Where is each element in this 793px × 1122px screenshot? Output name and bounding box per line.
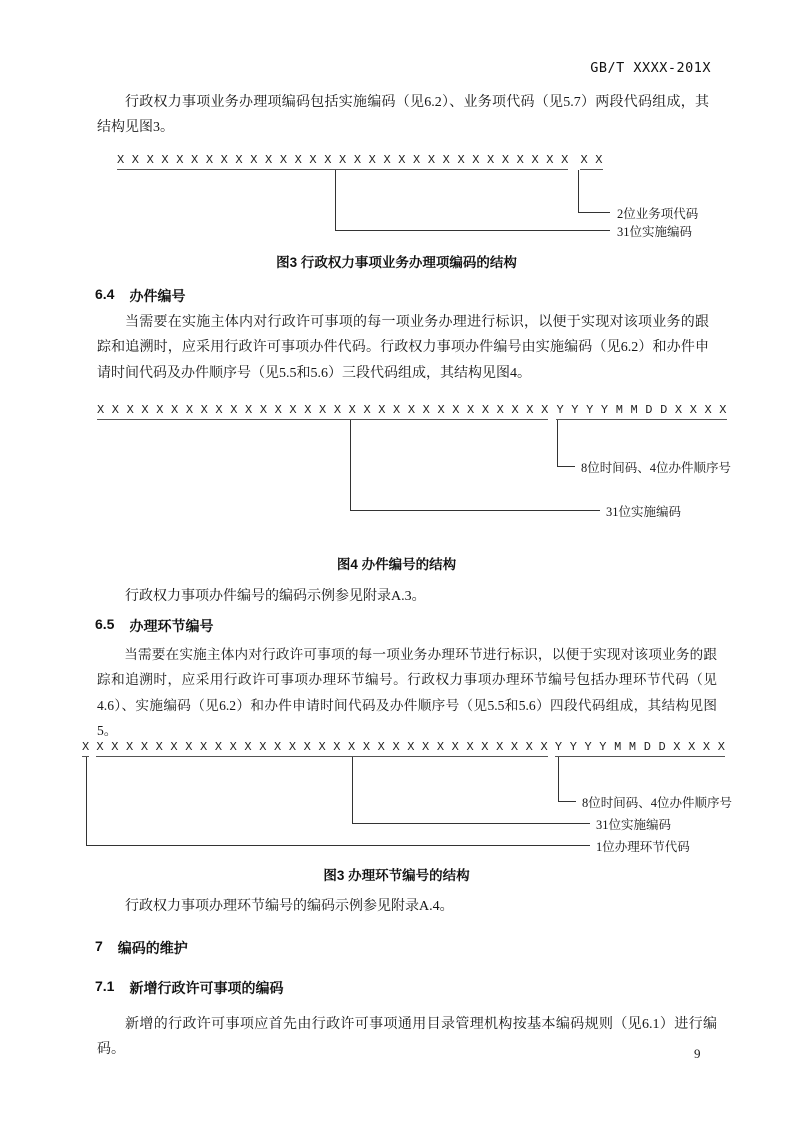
business-code-label: 2位业务项代码: [617, 207, 699, 221]
connector-line: [86, 845, 590, 846]
connector-line: [578, 170, 579, 212]
connector-line: [350, 510, 600, 511]
implementation-code-label: 31位实施编码: [596, 818, 672, 832]
connector-line: [350, 420, 351, 510]
section-title: 办件编号: [129, 288, 186, 304]
standard-code-header: GB/T XXXX-201X: [590, 60, 711, 76]
section-6-5-heading: [95, 616, 213, 636]
implementation-code-group: X X X X X X X X X X X X X X X X X X X X X X X X X X X X X X X: [97, 403, 548, 420]
implementation-code-group: X X X X X X X X X X X X X X X X X X X X X X X X X X X X X X X: [96, 740, 547, 757]
section-6-4-paragraph: 当需要在实施主体内对行政许可事项的每一项业务办理进行标识，以便于实现对该项业务的跟踪和追溯时，应采用行政许可事项办件代码。行政权力事项办件编号由实施编码（见6.2）和办件申请时间代码及办件顺序号（见5.5和5.6）三段代码组成，其结构见图4。: [97, 315, 709, 381]
time-code-group: Y Y Y Y M M D D X X X X: [555, 740, 725, 757]
section-7-heading: [95, 938, 188, 958]
page-number: 9: [694, 1046, 701, 1061]
section-number: 6.5: [95, 616, 115, 632]
figure-item-code-diagram: [95, 150, 745, 246]
intro-paragraph: 行政权力事项业务办理项编码包括实施编码（见6.2）、业务项代码（见5.7）两段代码组成，其结构见图3。: [97, 95, 709, 136]
figure-step-code-caption: 图3 办理环节编号的结构: [323, 868, 470, 883]
time-code-group: Y Y Y Y M M D D X X X X: [556, 403, 726, 420]
section-number: 7.1: [95, 978, 115, 994]
connector-line: [557, 420, 558, 466]
figure-item-code-caption: 图3 行政权力事项业务办理项编码的结构: [276, 255, 517, 270]
connector-line: [557, 466, 575, 467]
figure-case-code-diagram: [95, 400, 745, 518]
implementation-code-label: 31位实施编码: [617, 225, 693, 239]
code-row: [117, 150, 603, 170]
connector-line: [558, 801, 576, 802]
connector-line: [558, 757, 559, 801]
figure-case-code-caption: 图4 办件编号的结构: [336, 557, 457, 572]
section-title: 新增行政许可事项的编码: [129, 980, 284, 996]
connector-line: [86, 757, 87, 845]
connector-line: [335, 170, 336, 230]
step-code-label: 1位办理环节代码: [596, 840, 690, 854]
figure-step-code-diagram: [80, 737, 760, 862]
section-number: 6.4: [95, 286, 115, 302]
appendix-a4-note: 行政权力事项办理环节编号的编码示例参见附录A.4。: [125, 899, 454, 914]
step-code-group: X: [82, 740, 89, 757]
connector-line: [352, 757, 353, 823]
code-row: [97, 400, 727, 420]
connector-line: [335, 230, 610, 231]
code-row: [82, 737, 725, 757]
section-6-4-heading: [95, 286, 185, 306]
business-code-group: X X: [580, 153, 602, 170]
section-title: 编码的维护: [117, 940, 188, 956]
section-6-5-paragraph: 当需要在实施主体内对行政许可事项的每一项业务办理环节进行标识，以便于实现对该项业务的跟踪和追溯时，应采用行政许可事项办理环节编号。行政权力事项办理环节编号包括办理环节代码（见4.6）、实施编码（见6.2）和办件申请时间代码及办件顺序号（见5.5和5.6）四段代码组成，其结构见图5。: [97, 647, 717, 738]
implementation-code-label: 31位实施编码: [606, 505, 682, 519]
section-7-1-heading: [95, 978, 283, 998]
connector-line: [352, 823, 590, 824]
appendix-a3-note: 行政权力事项办件编号的编码示例参见附录A.3。: [125, 589, 426, 604]
connector-line: [578, 212, 610, 213]
section-title: 办理环节编号: [129, 618, 214, 634]
implementation-code-group: X X X X X X X X X X X X X X X X X X X X X X X X X X X X X X X: [117, 153, 568, 170]
section-number: 7: [95, 938, 103, 954]
section-7-1-paragraph: 新增的行政许可事项应首先由行政许可事项通用目录管理机构按基本编码规则（见6.1）进行编码。: [97, 1017, 717, 1058]
time-code-label: 8位时间码、4位办件顺序号: [582, 796, 733, 810]
time-code-label: 8位时间码、4位办件顺序号: [581, 461, 732, 475]
